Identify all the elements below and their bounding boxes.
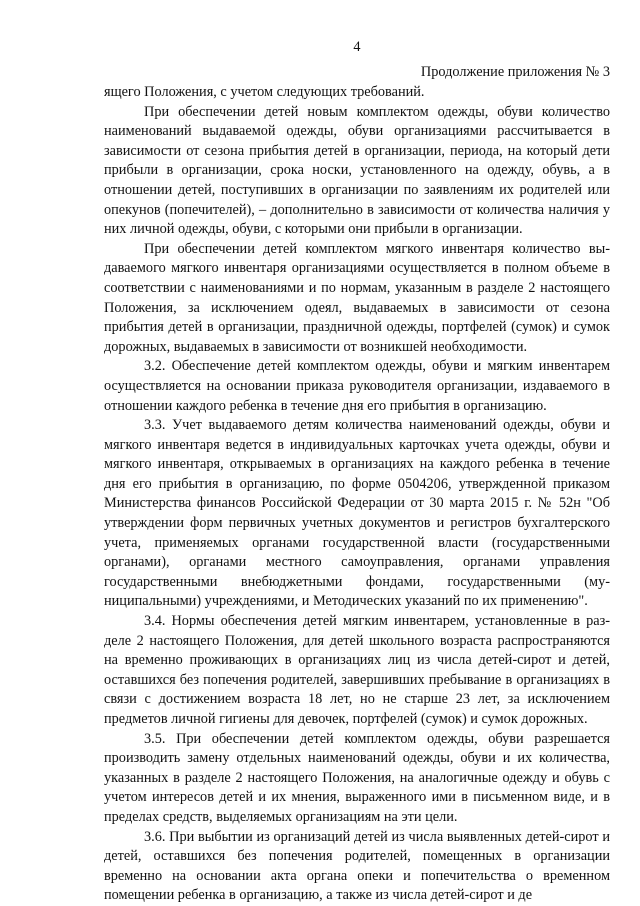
paragraph-3-5: 3.5. При обеспечении детей комплектом одежды, обуви разрешается производить замену отдельных наименований одежды, обуви и их количества, указанных в разделе 2 настоящего Положения, на аналогичные одежду и обувь с учетом интересов детей и их мнения, выраженного ими в письменном виде, и в пределах средств, выделяемых организациям на эти цели. <box>104 730 610 825</box>
paragraph-3-4: 3.4. Нормы обеспечения детей мягким инвентарем, установленные в разделе 2 настоящего Положения, для детей школьного возраста распространяются на временно проживающих в организациях лиц из числа детей-сирот и детей, оставшихся без попечения родителей, завершивших пребывание в организациях в связи с достижением возраста 18 лет, но не старше 23 лет, за исключением предметов личной гигиены для девочек, портфелей (сумок) и сумок дорожных. <box>104 613 610 727</box>
paragraph-continuation: ящего Положения, с учетом следующих требований. <box>104 84 425 100</box>
page-number: 4 <box>353 39 361 55</box>
paragraph-new-clothing-set: При обеспечении детей новым комплектом одежды, обуви количество наименований выдаваемой одежды, обуви организациями рассчитывается в зависимости от сезона прибытия детей в организации, периода, на который дети прибыли в организации, срока носки, установленного на одежду, обувь, а в отношении детей, поступивших в организации по заявлениям их родителей или опекунов (попечителей), – дополнительно в зависимости от количества наличия у них личной одежды, обуви, с которыми они прибыли в организации. <box>104 103 610 238</box>
body-text <box>104 83 610 906</box>
paragraph-3-3: 3.3. Учет выдаваемого детям количества наименований одежды, обуви и мягкого инвентаря ведется в индивидуальных карточках учета одежды, обуви и мягкого инвентаря, открываемых в организациях на каждого ребенка в течение дня его прибытия в организацию, по форме 0504206, утвержденной приказом Министерства финансов Российской Федерации от 30 марта 2015 г. № 52н "Об утверждении форм первичных учетных документов и регистров бухгалтерского учета, применяемых органами государственной власти (государственными органами), органами местного самоуправления, органами управления государственными внебюджетными фондами, государственными (муниципальными) учреждениями, и Методических указаний по их применению". <box>104 417 610 610</box>
running-head: Продолжение приложения № 3 <box>420 64 610 80</box>
paragraph-soft-inventory: При обеспечении детей комплектом мягкого инвентаря количество выдаваемого мягкого инвентаря организациями осуществляется в полном объеме в соответствии с наименованиями и по нормам, указанным в разделе 2 настоящего Положения, за исключением одеял, выдаваемых в зависимости от сезона прибытия детей в организации, праздничной одежды, портфелей (сумок) и сумок дорожных, выдаваемых в зависимости от возникшей необходимости. <box>104 240 610 355</box>
paragraph-3-2: 3.2. Обеспечение детей комплектом одежды, обуви и мягким инвентарем осуществляется на основании приказа руководителя организации, издаваемого в отношении каждого ребенка в течение дня его прибытия в организацию. <box>104 358 610 414</box>
paragraph-3-6: 3.6. При выбытии из организаций детей из числа выявленных детей-сирот и детей, оставшихся без попечения родителей, помещенных в организации временно на основании акта органа опеки и попечительства о временном помещении ребенка в организацию, а также из числа детей-сирот и де <box>104 828 610 904</box>
